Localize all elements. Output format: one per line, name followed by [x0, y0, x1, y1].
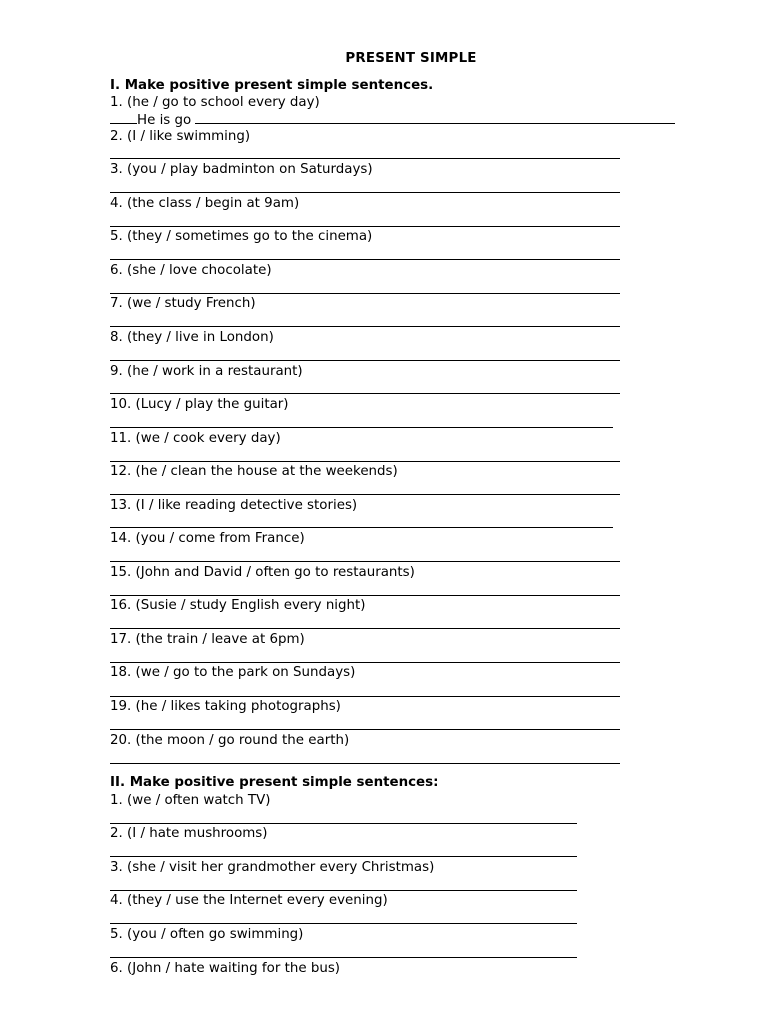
section-1-question-9: 9. (he / work in a restaurant)	[110, 364, 303, 379]
section-2-answer-line-5[interactable]	[110, 957, 577, 958]
section-1-question-11: 11. (we / cook every day)	[110, 431, 281, 446]
answer-line-18[interactable]	[110, 696, 620, 697]
section-2-heading: II. Make positive present simple sentences:	[110, 775, 439, 790]
document-title: PRESENT SIMPLE	[345, 51, 477, 66]
section-1-question-19: 19. (he / likes taking photographs)	[110, 699, 341, 714]
section-1-question-5: 5. (they / sometimes go to the cinema)	[110, 229, 373, 244]
section-1-question-20: 20. (the moon / go round the earth)	[110, 733, 350, 748]
answer-line-14[interactable]	[110, 561, 620, 562]
section-2-question-4: 4. (they / use the Internet every evening)	[110, 893, 388, 908]
example-blank-suffix	[195, 110, 675, 124]
section-1-question-6: 6. (she / love chocolate)	[110, 263, 272, 278]
section-1-question-13: 13. (I / like reading detective stories)	[110, 498, 358, 513]
example-answer-line	[110, 110, 675, 129]
answer-line-2[interactable]	[110, 158, 620, 159]
example-answer-text: He is go	[137, 113, 192, 128]
answer-line-12[interactable]	[110, 494, 620, 495]
section-1-question-15: 15. (John and David / often go to restaurants)	[110, 565, 415, 580]
section-1-question-7: 7. (we / study French)	[110, 296, 256, 311]
answer-line-20[interactable]	[110, 763, 620, 764]
section-2-question-2: 2. (I / hate mushrooms)	[110, 826, 268, 841]
section-2-answer-line-1[interactable]	[110, 823, 577, 824]
section-1-question-18: 18. (we / go to the park on Sundays)	[110, 665, 356, 680]
section-1-question-4: 4. (the class / begin at 9am)	[110, 196, 300, 211]
section-2-question-5: 5. (you / often go swimming)	[110, 927, 304, 942]
section-2-question-6: 6. (John / hate waiting for the bus)	[110, 961, 341, 976]
section-2-answer-line-2[interactable]	[110, 856, 577, 857]
section-1-question-16: 16. (Susie / study English every night)	[110, 598, 366, 613]
section-1-question-12: 12. (he / clean the house at the weekends)	[110, 464, 398, 479]
section-1-question-2: 2. (I / like swimming)	[110, 129, 251, 144]
section-2-question-3: 3. (she / visit her grandmother every Christmas)	[110, 860, 435, 875]
answer-line-15[interactable]	[110, 595, 620, 596]
answer-line-5[interactable]	[110, 259, 620, 260]
answer-line-17[interactable]	[110, 662, 620, 663]
section-2-answer-line-3[interactable]	[110, 890, 577, 891]
answer-line-7[interactable]	[110, 326, 620, 327]
section-1-question-14: 14. (you / come from France)	[110, 531, 305, 546]
answer-line-9[interactable]	[110, 393, 620, 394]
section-1-question-8: 8. (they / live in London)	[110, 330, 274, 345]
answer-line-19[interactable]	[110, 729, 620, 730]
section-1-question-17: 17. (the train / leave at 6pm)	[110, 632, 305, 647]
answer-line-11[interactable]	[110, 461, 620, 462]
answer-line-10[interactable]	[110, 427, 613, 428]
section-1-question-1: 1. (he / go to school every day)	[110, 95, 320, 110]
section-1-question-3: 3. (you / play badminton on Saturdays)	[110, 162, 373, 177]
section-1-question-10: 10. (Lucy / play the guitar)	[110, 397, 289, 412]
answer-line-8[interactable]	[110, 360, 620, 361]
answer-line-6[interactable]	[110, 293, 620, 294]
section-2-question-1: 1. (we / often watch TV)	[110, 793, 271, 808]
answer-line-16[interactable]	[110, 628, 620, 629]
answer-line-3[interactable]	[110, 192, 620, 193]
answer-line-13[interactable]	[110, 527, 613, 528]
answer-line-4[interactable]	[110, 226, 620, 227]
section-2-answer-line-4[interactable]	[110, 923, 577, 924]
example-blank-prefix	[110, 110, 137, 124]
section-1-heading: I. Make positive present simple sentences.	[110, 78, 434, 93]
